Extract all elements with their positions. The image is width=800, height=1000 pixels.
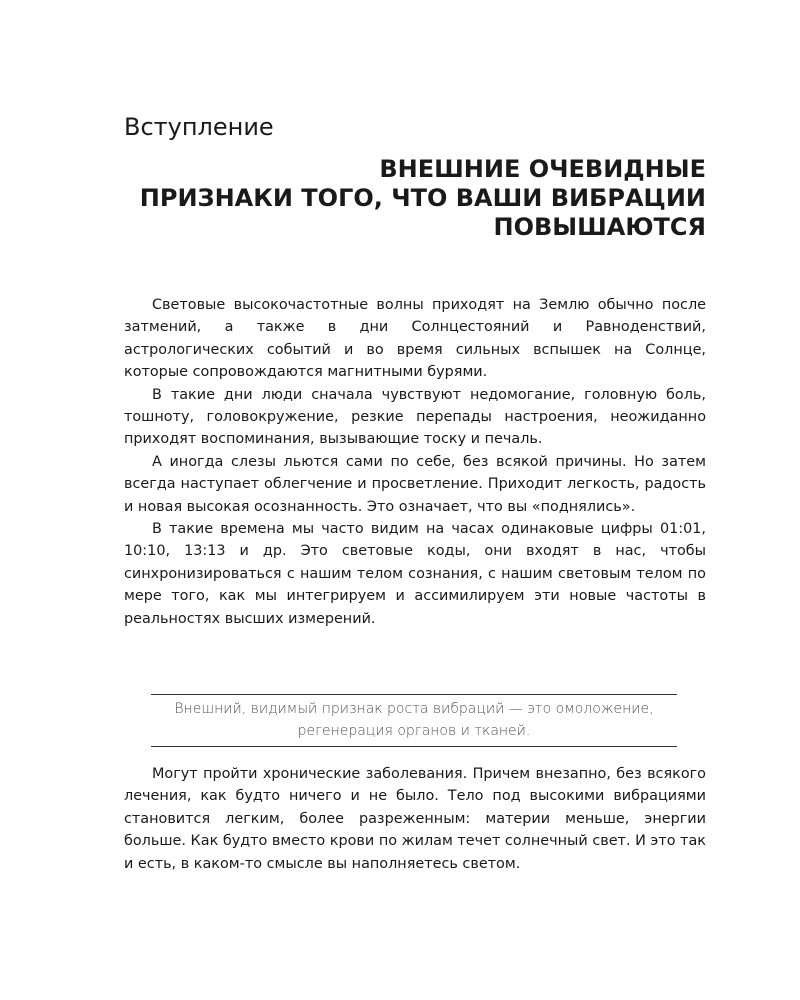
- body-text-continued: [124, 763, 706, 875]
- chapter-title-line-1: ВНЕШНИЕ ОЧЕВИДНЫЕ: [379, 155, 706, 183]
- paragraph: В такие времена мы часто видим на часах одинаковые цифры 01:01, 10:10, 13:13 и др. Это световые коды, они входят в нас, чтобы синхронизироваться с нашим телом сознания, с нашим световым телом по мере того, как мы интегрируем и ассимилируем эти новые частоты в реальностях высших измерений.: [124, 521, 706, 627]
- chapter-title-line-2: ПРИЗНАКИ ТОГО, ЧТО ВАШИ ВИБРАЦИИ: [139, 184, 706, 212]
- paragraph: Могут пройти хронические заболевания. Причем внезапно, без всякого лечения, как будто ничего и не было. Тело под высокими вибрациями становится легким, более разреженным: материи меньше, энергии больше. Как будто вместо крови по жилам течет солнечный свет. И это так и есть, в каком-то смысле вы наполняетесь светом.: [124, 766, 706, 872]
- body-text: [124, 294, 706, 630]
- pull-quote: Внешний, видимый признак роста вибраций — это омоложение, регенерация органов и тканей.: [151, 694, 677, 747]
- paragraph: Световые высокочастотные волны приходят на Землю обычно после затмений, а также в дни Солнцестояний и Равноденствий, астрологических событий и во время сильных вспышек на Солнце, которые сопровождаются магнитными бурями.: [124, 297, 706, 381]
- paragraph: А иногда слезы льются сами по себе, без всякой причины. Но затем всегда наступает облегчение и просветление. Приходит легкость, радость и новая высокая осознанность. Это означает, что вы «поднялись».: [124, 453, 706, 515]
- paragraph: В такие дни люди сначала чувствуют недомогание, головную боль, тошноту, головокружение, резкие перепады настроения, неожиданно приходят воспоминания, вызывающие тоску и печаль.: [124, 386, 706, 448]
- chapter-title: [124, 155, 706, 242]
- section-label: Вступление: [124, 113, 274, 141]
- book-page: [124, 0, 706, 1000]
- chapter-title-line-3: ПОВЫШАЮТСЯ: [493, 213, 706, 241]
